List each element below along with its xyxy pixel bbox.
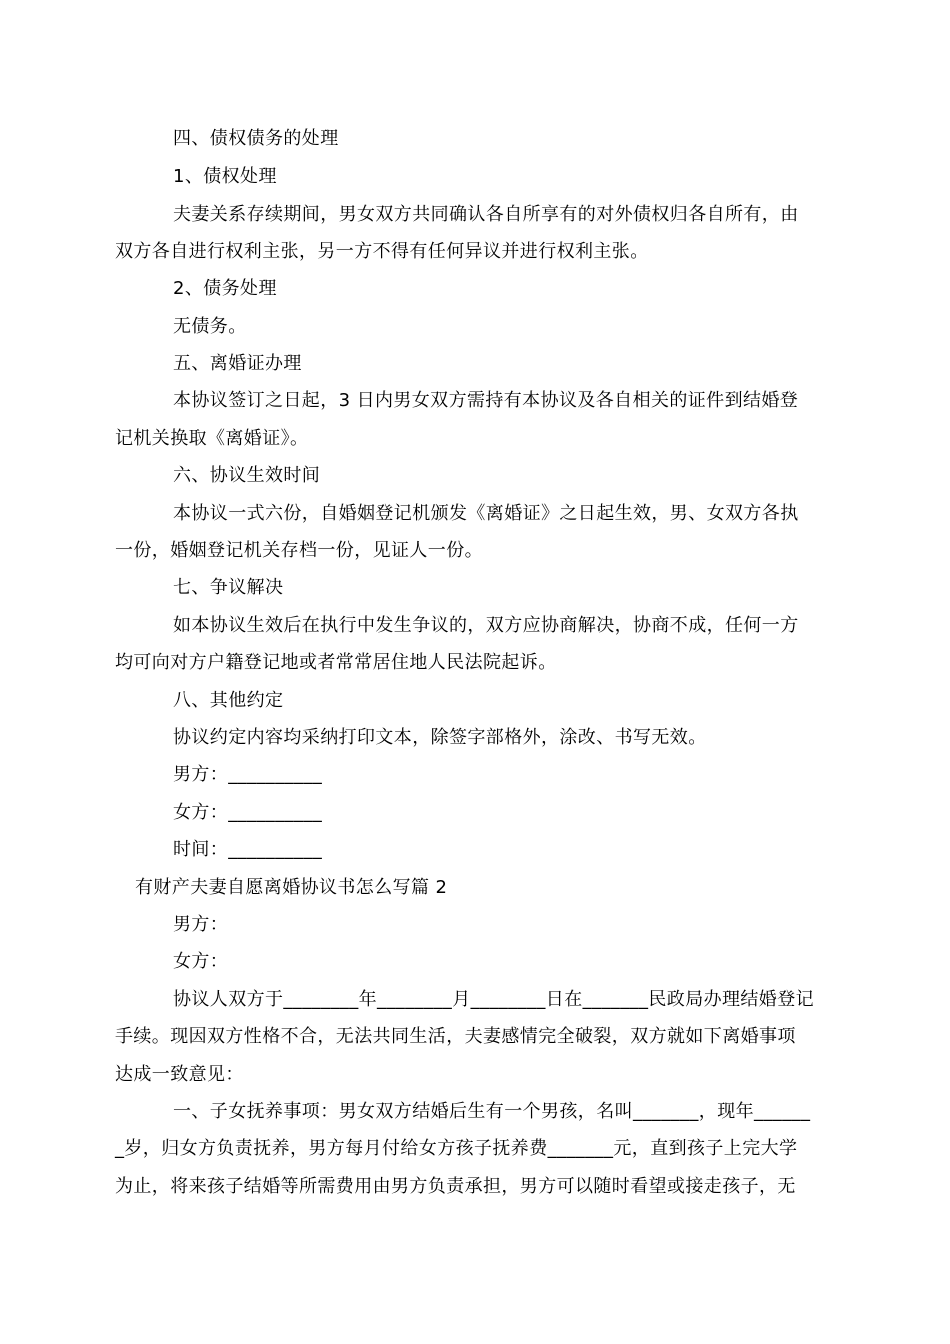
section-heading-other: 八、其他约定 bbox=[173, 690, 284, 711]
paragraph-line: _岁，归女方负责抚养，男方每月付给女方孩子抚养费_______元，直到孩子上完大学 bbox=[115, 1138, 798, 1159]
paragraph-line: 一、子女抚养事项：男女双方结婚后生有一个男孩，名叫_______，现年______ bbox=[173, 1101, 811, 1122]
paragraph-line: 如本协议生效后在执行中发生争议的，双方应协商解决，协商不成，任何一方 bbox=[173, 615, 799, 636]
paragraph-line: 手续。现因双方性格不合，无法共同生活，夫妻感情完全破裂，双方就如下离婚事项 bbox=[115, 1026, 796, 1047]
paragraph-line: 双方各自进行权利主张，另一方不得有任何异议并进行权利主张。 bbox=[115, 241, 649, 262]
section-heading-disputes: 七、争议解决 bbox=[173, 577, 284, 598]
signature-line-wife: 女方：__________ bbox=[173, 802, 323, 823]
paragraph-line: 协议约定内容均采纳打印文本，除签字部格外，涂改、书写无效。 bbox=[173, 727, 707, 748]
party-husband: 男方： bbox=[173, 914, 229, 935]
paragraph-line: 记机关换取《离婚证》。 bbox=[115, 428, 309, 449]
subheading-claims: 1、债权处理 bbox=[173, 166, 277, 187]
section-heading-debts: 四、债权债务的处理 bbox=[173, 128, 339, 149]
paragraph-line: 协议人双方于________年________月________日在_______民政局办理结婚登记 bbox=[173, 989, 814, 1010]
paragraph-line: 夫妻关系存续期间，男女双方共同确认各自所享有的对外债权归各自所有，由 bbox=[173, 204, 799, 225]
party-wife: 女方： bbox=[173, 951, 229, 972]
signature-line-husband: 男方：__________ bbox=[173, 764, 323, 785]
paragraph-line: 本协议一式六份，自婚姻登记机颁发《离婚证》之日起生效，男、女双方各执 bbox=[173, 503, 799, 524]
paragraph-line: 一份，婚姻登记机关存档一份，见证人一份。 bbox=[115, 540, 483, 561]
paragraph-line: 无债务。 bbox=[173, 316, 247, 337]
section-heading-effective: 六、协议生效时间 bbox=[173, 465, 321, 486]
subheading-debts: 2、债务处理 bbox=[173, 278, 277, 299]
article-title: 有财产夫妻自愿离婚协议书怎么写篇 2 bbox=[135, 877, 448, 898]
paragraph-line: 达成一致意见： bbox=[115, 1064, 244, 1085]
paragraph-line: 为止，将来孩子结婚等所需费用由男方负责承担，男方可以随时看望或接走孩子，无 bbox=[115, 1176, 796, 1197]
section-heading-certificate: 五、离婚证办理 bbox=[173, 353, 302, 374]
paragraph-line: 本协议签订之日起，3 日内男女双方需持有本协议及各自相关的证件到结婚登 bbox=[173, 390, 799, 411]
signature-line-date: 时间：__________ bbox=[173, 839, 323, 860]
paragraph-line: 均可向对方户籍登记地或者常常居住地人民法院起诉。 bbox=[115, 652, 557, 673]
